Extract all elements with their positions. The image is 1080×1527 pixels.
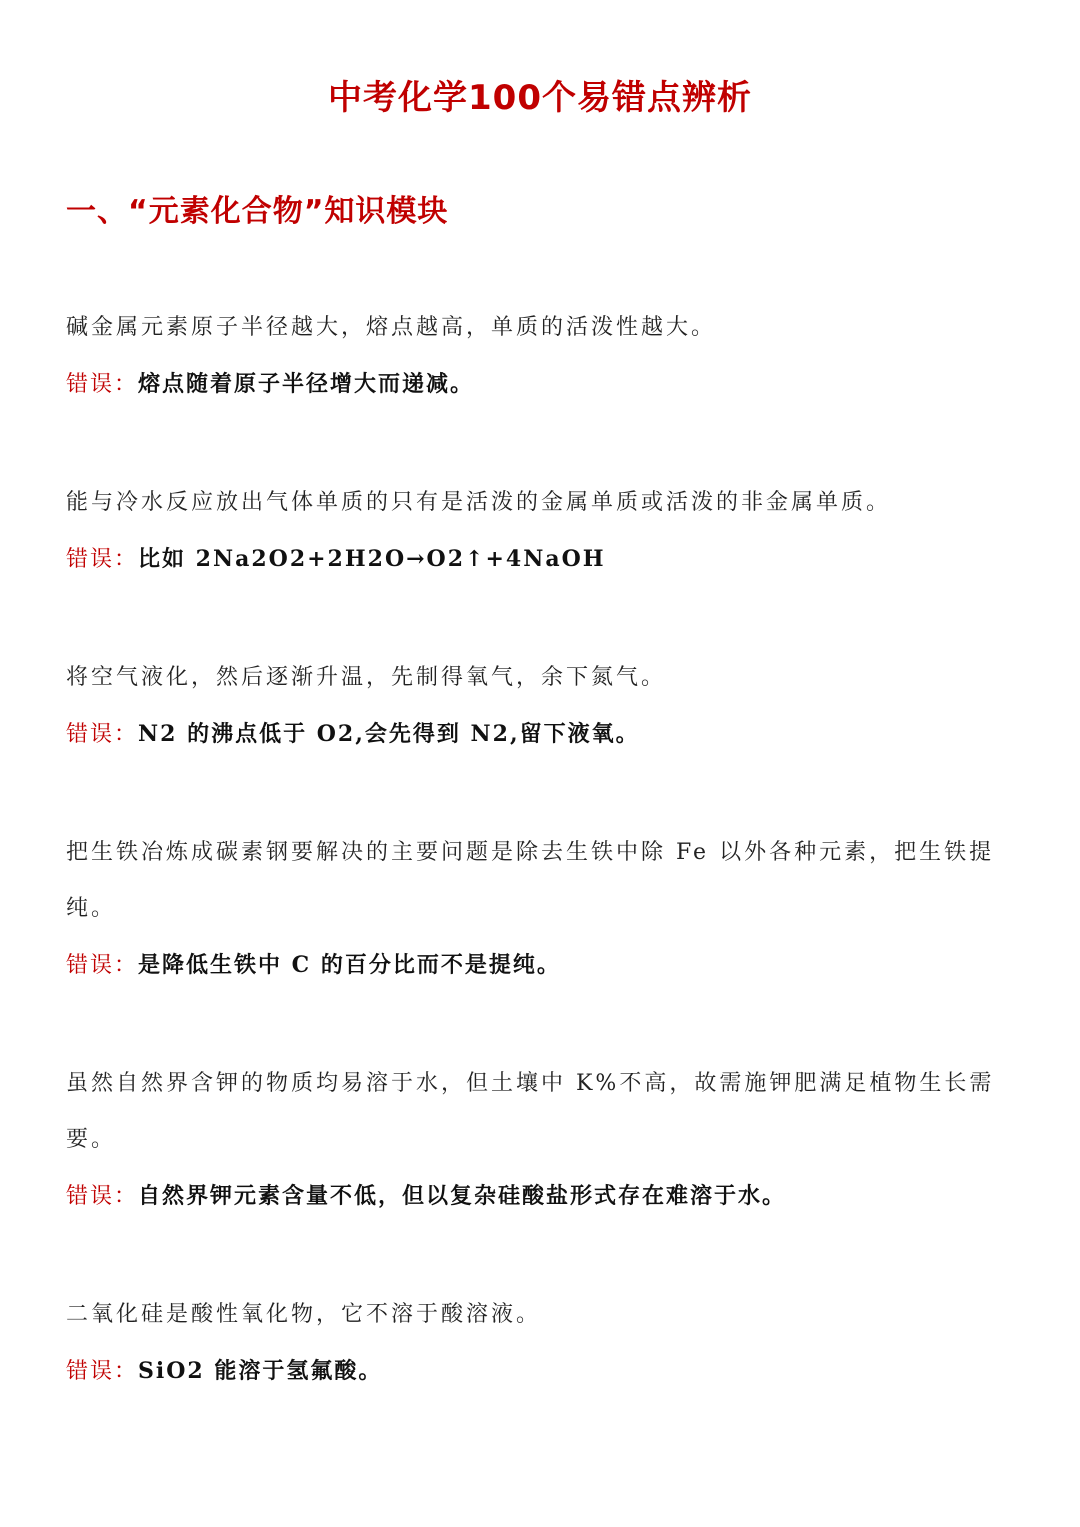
error-text: 是降低生铁中 C 的百分比而不是提纯。: [138, 952, 561, 978]
list-item: [66, 650, 1016, 763]
error-text: 熔点随着原子半径增大而递减。: [138, 371, 475, 397]
statement-text: 将空气液化，然后逐渐升温，先制得氧气，余下氮气。: [66, 665, 667, 690]
entry-list: [66, 300, 1016, 1462]
error-label: 错误：: [66, 372, 139, 397]
error-text: SiO2 能溶于氢氟酸。: [138, 1358, 383, 1384]
error-label: 错误：: [66, 1184, 139, 1209]
error-label: 错误：: [66, 547, 139, 572]
error-line: [66, 1168, 1016, 1225]
statement-text: 二氧化硅是酸性氧化物，它不溶于酸溶液。: [66, 1302, 542, 1327]
error-line: [66, 1343, 1016, 1400]
statement-text: 虽然自然界含钾的物质均易溶于水，但土壤中 K%不高，故需施钾肥满足植物生长需要。: [66, 1071, 995, 1152]
error-line: [66, 706, 1016, 763]
list-item: [66, 825, 1016, 994]
error-text: 比如 2Na2O2+2H2O→O2↑+4NaOH: [138, 546, 606, 572]
section-heading: 一、“元素化合物”知识模块: [66, 194, 449, 229]
page-title: 中考化学100个易错点辨析: [328, 78, 752, 118]
error-label: 错误：: [66, 722, 139, 747]
error-text: 自然界钾元素含量不低，但以复杂硅酸盐形式存在难溶于水。: [138, 1183, 787, 1209]
statement-text: 能与冷水反应放出气体单质的只有是活泼的金属单质或活泼的非金属单质。: [66, 490, 892, 515]
statement-text: 把生铁冶炼成碳素钢要解决的主要问题是除去生铁中除 Fe 以外各种元素，把生铁提纯。: [66, 840, 995, 921]
list-item: [66, 300, 1016, 413]
error-label: 错误：: [66, 953, 139, 978]
error-line: [66, 531, 1016, 588]
error-line: [66, 937, 1016, 994]
list-item: [66, 475, 1016, 588]
statement-text: 碱金属元素原子半径越大，熔点越高，单质的活泼性越大。: [66, 315, 717, 340]
error-label: 错误：: [66, 1359, 139, 1384]
error-text: N2 的沸点低于 O2,会先得到 N2,留下液氧。: [138, 721, 640, 747]
list-item: [66, 1287, 1016, 1400]
error-line: [66, 356, 1016, 413]
list-item: [66, 1056, 1016, 1225]
